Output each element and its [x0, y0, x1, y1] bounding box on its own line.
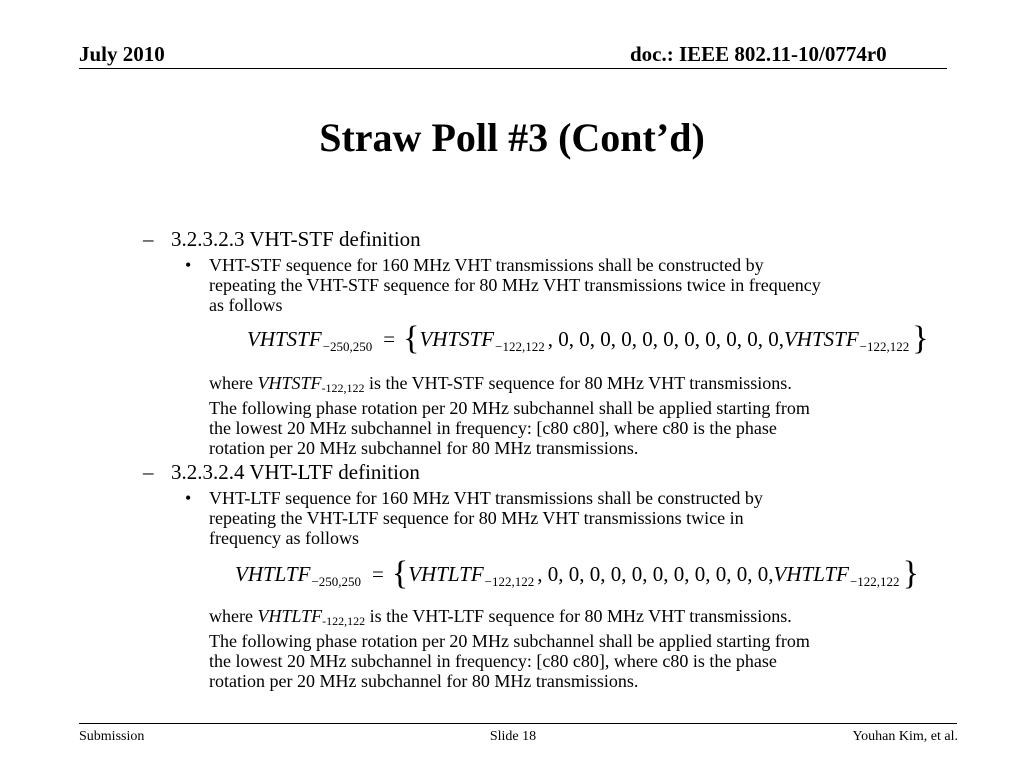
where-suffix: is the VHT-STF sequence for 80 MHz VHT transmissions. — [364, 373, 792, 393]
section-heading-stf — [143, 227, 421, 251]
eq-equals: = — [372, 562, 384, 586]
eq-brace-open: { — [391, 555, 409, 592]
bullet-stf — [185, 255, 821, 315]
eq-term2: VHTSTF — [783, 327, 859, 351]
where-prefix: where — [209, 606, 258, 626]
eq-term1: VHTSTF — [419, 327, 495, 351]
eq-lhs: VHTSTF — [247, 327, 322, 351]
bullet-marker: • — [185, 255, 192, 275]
eq-zeros: , 0, 0, 0, 0, 0, 0, 0, 0, 0, 0, 0, — [547, 327, 784, 351]
equation-ltf — [235, 555, 919, 597]
where-line — [209, 606, 810, 631]
where-prefix: where — [209, 373, 258, 393]
para-line: The following phase rotation per 20 MHz subchannel shall be applied starting from — [209, 631, 810, 651]
footer-slide-number: Slide 18 — [489, 729, 537, 744]
footer-author: Youhan Kim, et al. — [852, 729, 958, 744]
bullet-line: VHT-STF sequence for 160 MHz VHT transmissions shall be constructed by — [209, 255, 764, 275]
eq-equals: = — [383, 327, 396, 351]
header-divider — [79, 68, 947, 69]
where-sub: -122,122 — [321, 381, 365, 395]
eq-lhs-sub: −250,250 — [322, 339, 373, 354]
eq-brace-close: } — [902, 555, 919, 592]
eq-lhs-sub: −250,250 — [311, 574, 362, 589]
paragraph-stf — [209, 373, 810, 458]
eq-term2-sub: −122,122 — [849, 574, 900, 589]
bullet-line: repeating the VHT-STF sequence for 80 MHz VHT transmissions twice in frequency — [209, 275, 821, 295]
bullet-ltf — [185, 488, 763, 548]
where-suffix: is the VHT-LTF sequence for 80 MHz VHT transmissions. — [365, 606, 792, 626]
paragraph-ltf — [209, 606, 810, 691]
para-line: rotation per 20 MHz subchannel for 80 MHz transmissions. — [209, 671, 639, 691]
where-sub: -122,122 — [322, 614, 366, 628]
eq-term2-sub: −122,122 — [859, 339, 910, 354]
bullet-line: VHT-LTF sequence for 160 MHz VHT transmissions shall be constructed by — [209, 488, 763, 508]
eq-brace-close: } — [912, 320, 929, 357]
header-doc-id: doc.: IEEE 802.11-10/0774r0 — [630, 42, 887, 66]
eq-term1-sub: −122,122 — [484, 574, 535, 589]
slide-title: Straw Poll #3 (Cont’d) — [319, 115, 705, 160]
para-line: the lowest 20 MHz subchannel in frequency: [c80 c80], where c80 is the phase — [209, 418, 777, 438]
bullet-marker: • — [185, 488, 192, 508]
para-line: rotation per 20 MHz subchannel for 80 MHz transmissions. — [209, 438, 639, 458]
para-line: The following phase rotation per 20 MHz subchannel shall be applied starting from — [209, 398, 810, 418]
where-line — [209, 373, 810, 398]
where-var: VHTSTF — [257, 373, 322, 393]
section-heading-text: 3.2.3.2.4 VHT-LTF definition — [171, 460, 420, 484]
where-var: VHTLTF — [257, 606, 323, 626]
footer-divider — [79, 723, 957, 724]
header-date: July 2010 — [79, 42, 165, 66]
eq-brace-open: { — [403, 320, 420, 357]
section-heading-ltf — [143, 460, 420, 484]
footer-submission: Submission — [79, 729, 145, 744]
para-line: the lowest 20 MHz subchannel in frequency: [c80 c80], where c80 is the phase — [209, 651, 777, 671]
bullet-line: repeating the VHT-LTF sequence for 80 MHz VHT transmissions twice in — [209, 508, 744, 528]
eq-term1-sub: −122,122 — [495, 339, 545, 354]
eq-term1: VHTLTF — [408, 562, 484, 586]
bullet-line: as follows — [209, 295, 283, 315]
eq-lhs: VHTLTF — [235, 562, 311, 586]
dash-marker: – — [143, 460, 154, 484]
bullet-line: frequency as follows — [209, 528, 359, 548]
dash-marker: – — [143, 227, 154, 251]
eq-term2: VHTLTF — [773, 562, 849, 586]
equation-stf — [247, 320, 929, 362]
eq-zeros: , 0, 0, 0, 0, 0, 0, 0, 0, 0, 0, 0, — [537, 562, 774, 586]
section-heading-text: 3.2.3.2.3 VHT-STF definition — [171, 227, 421, 251]
